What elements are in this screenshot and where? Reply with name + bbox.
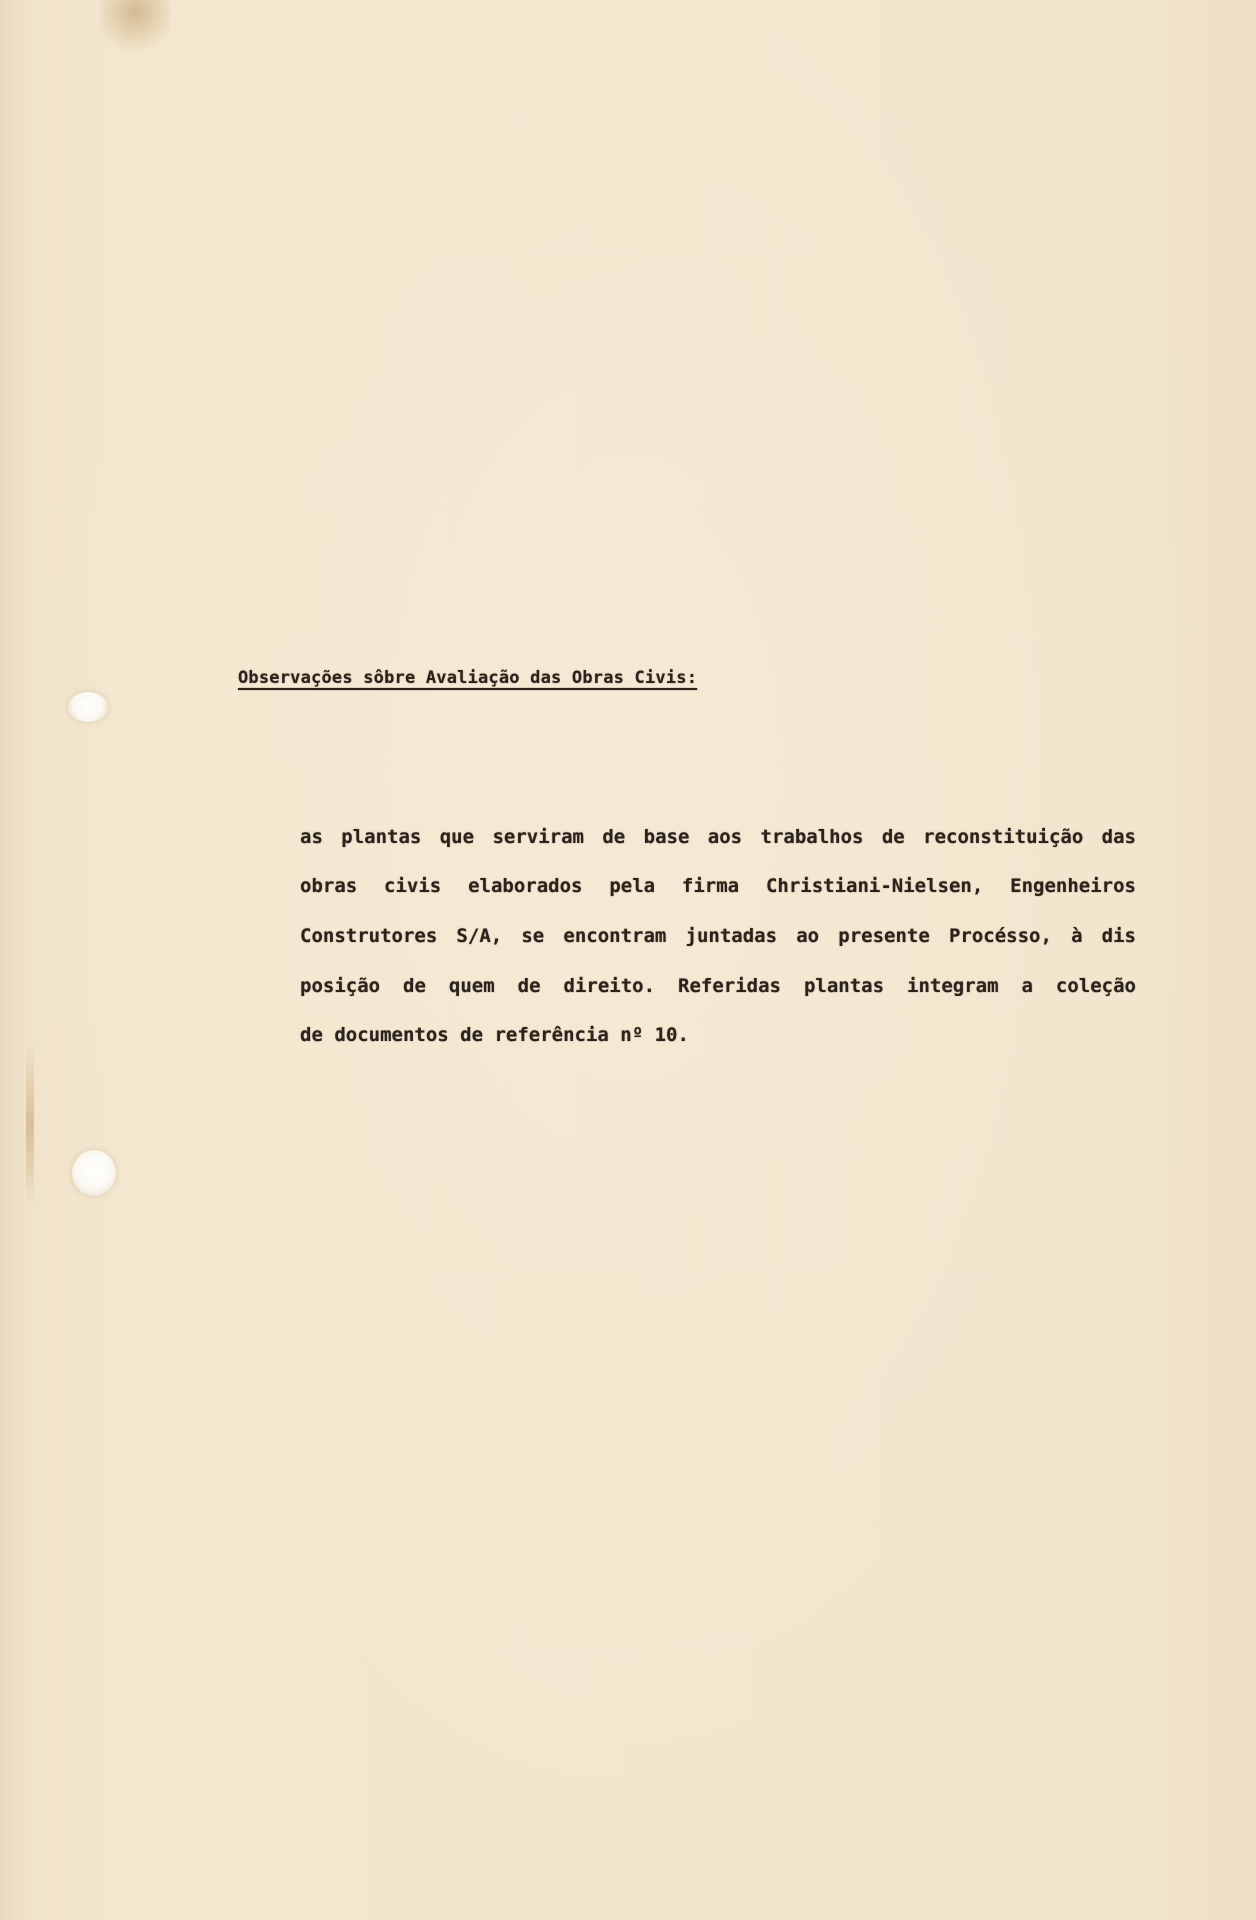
paragraph-line: de documentos de referência nº 10.	[300, 1024, 689, 1046]
paragraph-line: as plantas que serviram de base aos trabalhos de reconstituição das	[300, 826, 1136, 848]
paragraph-line: Construtores S/A, se encontram juntadas ao presente Procésso, à dis	[300, 925, 1136, 947]
paragraph-line: posição de quem de direito. Referidas plantas integram a coleção	[300, 975, 1136, 997]
paragraph-line: obras civis elaborados pela firma Christiani-Nielsen, Engenheiros	[300, 875, 1136, 897]
document-heading: Observações sôbre Avaliação das Obras Civis:	[238, 668, 698, 688]
